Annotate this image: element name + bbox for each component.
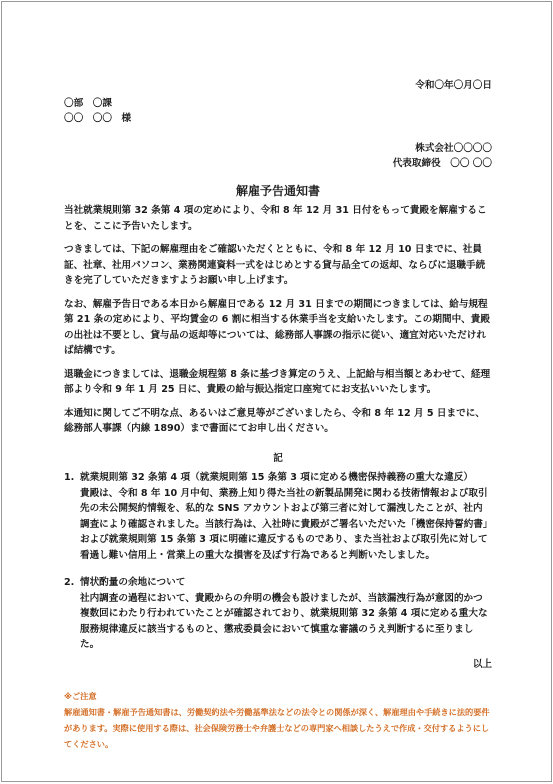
document-content [64,78,492,752]
paragraph-return-items: つきましては、下記の解雇理由をご確認いただくとともに、令和 8 年 12 月 10 日までに、社員証、社章、社用パソコン、業務関連資料一式をはじめとする貸与品全ての返却、ならびに退職手続きを完了していただきますようお願い申し上げます。 [64,244,486,286]
caution-note [64,688,492,752]
sender-block [64,141,492,172]
reason-item-heading: 情状酌量の余地について [80,577,186,588]
document-page [1,1,552,782]
reason-item-number: 1. [64,472,75,483]
ki-heading: 記 [273,452,283,464]
document-title: 解雇予告通知書 [235,183,320,198]
caution-label: ※ご注意 [64,691,97,701]
reason-item-heading: 就業規則第 32 条第 4 項（就業規則第 15 条第 3 項に定める機密保持義務の重大な違反） [80,472,473,483]
reason-item-number: 2. [64,577,75,588]
reason-item-body: 社内調査の過程において、貴殿からの弁明の機会も設けましたが、当該漏洩行為が意図的かつ複数回にわたり行われていたことが確認されており、就業規則第 32 条第 4 項に定める重大な服務規律違反に該当するものと、懲戒委員会において慎重な審議のうえ判断するに至りました。 [80,592,488,650]
sender-company: 株式会社〇〇〇〇 [415,142,492,154]
paragraph-retirement-pay: 退職金につきましては、退職金規程第 8 条に基づき算定のうえ、上記給与相当額とあわせて、経理部より令和 9 年 1 月 25 日に、貴殿の給与振込指定口座宛てにお支払いいたします。 [64,368,491,395]
reason-item [64,575,492,653]
paragraph-notice: 当社就業規則第 32 条第 4 項の定めにより、令和 8 年 12 月 31 日付をもって貴殿を解雇することを、ここに予告いたします。 [64,205,487,232]
issue-date: 令和〇年〇月〇日 [415,80,492,91]
addressee-department: 〇部 〇課 [64,97,112,109]
closing-ijo: 以上 [472,658,492,670]
paragraph-leave-allowance: なお、解雇予告日である本日から解雇日である 12 月 31 日までの期間につきましては、給与規程第 21 条の定めにより、平均賃金の 6 割に相当する休業手当を支給いたします。この期間中、貴殿の出社は不要とし、貸与品の返却等については、総務部人事課の指示に従い、適宜対応いただければ結構です。 [64,298,490,356]
paragraph-inquiries: 本通知に関してご不明な点、あるいはご意見等がございましたら、令和 8 年 12 月 5 日までに、総務部人事課（内線 1890）まで書面にてお申し出ください。 [64,407,485,434]
reason-item-body: 貴殿は、令和 8 年 10 月中旬、業務上知り得た当社の新製品開発に関わる技術情報および取引先の未公開契約情報を、私的な SNS アカウントおよび第三者に対して漏洩したことが、社内調査により確認されました。当該行為は、入社時に貴殿がご署名いただいた「機密保持誓約書」および就業規則第 15 条第 3 項に明確に違反するものであり、また当社および取引先に対して看過し難い信用上・営業上の重大な損害を及ぼす行為であると判断いたしました。 [80,487,488,561]
addressee-name: 〇〇 〇〇 様 [64,113,132,124]
sender-representative: 代表取締役 〇〇 〇〇 [392,158,492,169]
reason-item [64,470,492,563]
addressee-block [64,96,492,127]
caution-text: 解雇通知書・解雇予告通知書は、労働契約法や労働基準法などの法令との関係が深く、解雇理由や手続きに法的要件があります。実際に使用する際は、社会保険労務士や弁護士などの専門家へ相談したうえで作成・交付するようにしてください。 [64,707,490,749]
